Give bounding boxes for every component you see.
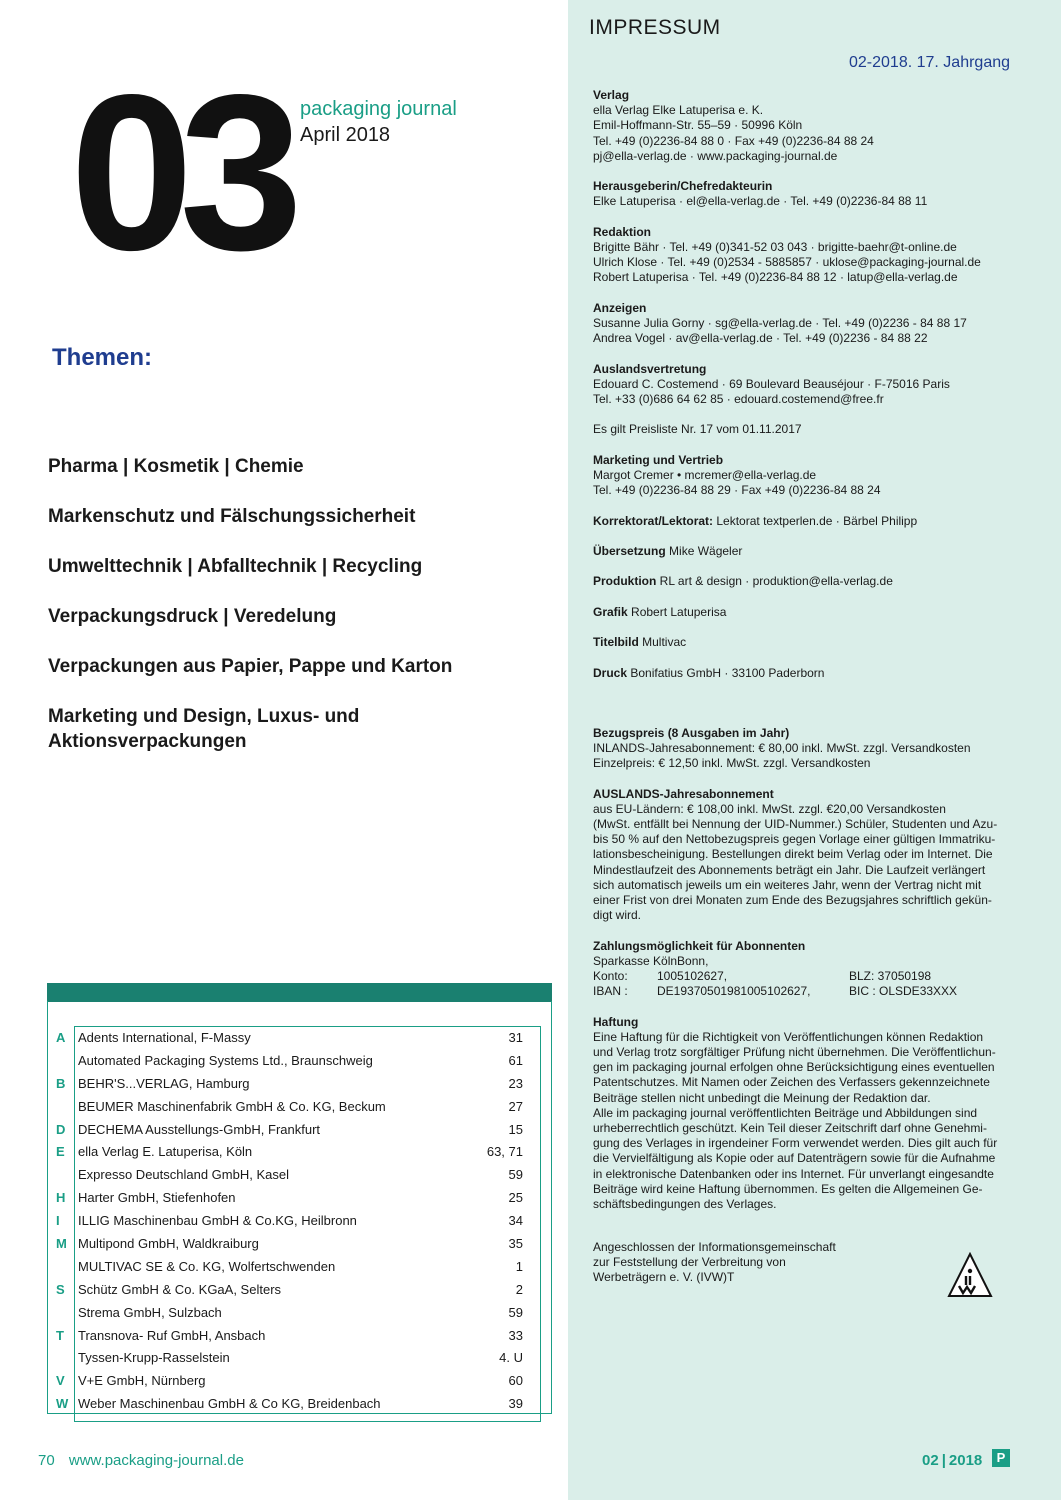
bezugspreis-line: Einzelpreis: € 12,50 inkl. MwSt. zzgl. Versandkosten [593,756,871,771]
redaktion-line: Brigitte Bähr · Tel. +49 (0)341-52 03 043 · brigitte-baehr@t-online.de [593,240,957,254]
impressum-title: IMPRESSUM [589,16,721,39]
marketing-line: Margot Cremer • mcremer@ella-verlag.de [593,467,817,482]
druck-value: Bonifatius GmbH · 33100 Paderborn [630,665,825,680]
footer-left [38,1452,244,1469]
index-company: Adents International, F-Massy [78,1030,251,1045]
topic-item: Markenschutz und Fälschungssicherheit [48,506,416,527]
index-company: V+E GmbH, Nürnberg [78,1373,206,1389]
page-number: 70 [38,1452,55,1469]
index-row [50,1393,530,1416]
zahlung-key: Konto: [593,968,628,983]
ivw-logo-icon [947,1252,993,1298]
titelbild-line [593,635,1033,650]
herausgeberin-heading: Herausgeberin/Chefredakteurin [593,179,773,194]
verlag-block [593,88,1033,164]
index-company: Harter GmbH, Stiefenhofen [78,1190,236,1206]
index-company: Tyssen-Krupp-Rasselstein [78,1350,230,1366]
topic-list [48,454,488,779]
produktion-line [593,574,1033,589]
index-page: 23 [508,1075,523,1091]
index-letter: D [56,1121,66,1137]
korrektorat-value: Lektorat textperlen.de · Bärbel Philipp [716,513,918,528]
haftung-block [593,1015,1033,1213]
produktion-value: RL art & design · produktion@ella-verlag.de [659,574,893,589]
website-link[interactable]: www.packaging-journal.de [68,1452,244,1469]
footer-issue: 02 [922,1452,939,1469]
index-row [50,1141,530,1164]
footer-separator: | [941,1452,946,1469]
anzeigen-heading: Anzeigen [593,300,647,315]
index-company: Transnova- Ruf GmbH, Ansbach [78,1327,266,1343]
korrektorat-label: Korrektorat/Lektorat: [593,513,714,528]
index-page: 2 [515,1281,523,1297]
redaktion-block [593,225,1033,286]
marketing-block [593,453,1033,499]
zahlung-value: DE19370501981005102627, [657,984,811,999]
zahlung-heading: Zahlungsmöglichkeit für Abonnenten [593,938,806,953]
index-page: 4. U [499,1350,523,1366]
index-row [50,1187,530,1210]
zahlung-extra: BLZ: 37050198 [849,968,932,983]
packaging-journal-logo-icon: P [992,1449,1010,1467]
footer-right [922,1452,982,1469]
grafik-value: Robert Latuperisa [631,604,727,619]
index-row [50,1096,530,1119]
index-row [50,1347,530,1370]
index-page: 59 [508,1167,523,1183]
zahlung-bank: Sparkasse KölnBonn, [593,953,709,968]
auslandsvertretung-heading: Auslandsvertretung [593,361,707,376]
index-row [50,1325,530,1348]
zahlung-extra: BIC : OLSDE33XXX [849,984,958,999]
preisliste-note: Es gilt Preisliste Nr. 17 vom 01.11.2017 [593,422,802,437]
index-company: BEHR'S...VERLAG, Hamburg [78,1075,250,1091]
produktion-label: Produktion [593,574,657,589]
zahlung-key: IBAN : [593,984,628,999]
anzeigen-line: Susanne Julia Gorny · sg@ella-verlag.de · Tel. +49 (0)2236 - 84 88 17 [593,316,967,330]
index-row [50,1210,530,1233]
index-page: 59 [508,1304,523,1320]
index-page: 35 [508,1236,523,1252]
ivw-text: Angeschlossen der Informationsgemeinschaft zur Feststellung der Verbreitung von Werbeträgern e. V. (IVW)T [593,1240,836,1285]
index-page: 34 [508,1213,523,1229]
advertiser-index [50,1027,530,1416]
index-page: 27 [508,1098,523,1114]
anzeigen-line: Andrea Vogel · av@ella-verlag.de · Tel. +49 (0)2236 - 84 88 22 [593,331,928,346]
magazine-title: packaging journal [300,98,457,120]
index-company: ella Verlag E. Latuperisa, Köln [78,1144,253,1160]
verlag-line: pj@ella-verlag.de · www.packaging-journal.de [593,148,838,163]
index-row [50,1370,530,1393]
topic-item: Verpackungsdruck | Veredelung [48,606,337,627]
auslandsvertretung-block [593,362,1033,408]
korrektorat-line [593,514,1033,529]
redaktion-heading: Redaktion [593,224,652,239]
index-page: 31 [508,1030,523,1045]
index-company: Expresso Deutschland GmbH, Kasel [78,1167,289,1183]
impressum-issue: 02-2018. 17. Jahrgang [849,54,1011,71]
uebersetzung-value: Mike Wägeler [669,543,743,558]
haftung-heading: Haftung [593,1014,639,1029]
index-letter: V [56,1373,65,1389]
footer-year: 2018 [948,1452,983,1469]
auslandsvertretung-line: Tel. +33 (0)686 64 62 85 · edouard.costemend@free.fr [593,392,884,406]
verlag-line: Emil-Hoffmann-Str. 55–59 · 50996 Köln [593,118,803,133]
index-page: 15 [508,1121,523,1137]
index-row [50,1279,530,1302]
redaktion-line: Ulrich Klose · Tel. +49 (0)2534 - 5885857 · uklose@packaging-journal.de [593,255,981,270]
druck-label: Druck [593,665,628,680]
index-page: 25 [508,1190,523,1206]
index-company: Schütz GmbH & Co. KGaA, Selters [78,1281,282,1297]
index-company: BEUMER Maschinenfabrik GmbH & Co. KG, Beckum [78,1098,386,1114]
index-company: MULTIVAC SE & Co. KG, Wolfertschwenden [78,1258,336,1274]
index-page: 39 [508,1396,523,1412]
zahlung-row [593,984,1033,999]
titelbild-value: Multivac [642,635,687,650]
zahlung-row [593,969,1033,984]
verlag-line: Tel. +49 (0)2236-84 88 0 · Fax +49 (0)2236-84 88 24 [593,133,874,148]
zahlung-block [593,939,1033,1000]
bezugspreis-heading: Bezugspreis (8 Ausgaben im Jahr) [593,725,790,740]
index-page: 61 [508,1052,523,1068]
verlag-heading: Verlag [593,88,630,102]
redaktion-line: Robert Latuperisa · Tel. +49 (0)2236-84 88 12 · latup@ella-verlag.de [593,270,958,285]
index-letter: S [56,1281,65,1297]
auslandsabo-heading: AUSLANDS-Jahresabonnement [593,786,774,801]
grafik-label: Grafik [593,604,628,619]
auslandsvertretung-line: Edouard C. Costemend · 69 Boulevard Beauséjour · F-75016 Paris [593,376,950,391]
haftung-text: Eine Haftung für die Richtigkeit von Veröffentlichungen können Redaktion und Verlag trotz sorgfältiger Prüfung nicht übernehmen. Die Veröffentlichun- gen im packaging journal erfolgen ohne Berücksichtigung eines eventuellen Patentschutzes. Mit Namen oder Zeichen des Verfassers gekennzeichnete Beiträge stellen nicht unbedingt die Meinung der Redaktion dar. Alle im packaging journal veröffentlichten Beiträge und Abbildungen sind urheberrechtlich geschützt. Kein Teil dieser Zeitschrift darf ohne Genehmi- gung des Verlages in irgendeiner Form verwendet werden. Dies gilt auch für die Vervielfältigung als Kopie oder auf Datenträgern sowie für die Aufnahme in elektronische Datenbanken oder ins Internet. Für unverlangt eingesandte Beiträge wird keine Haftung übernommen. Es gelten die Allgemeinen Ge- schäftsbedingungen des Verlages. [593,1029,998,1211]
index-letter: B [56,1075,66,1091]
index-page: 33 [508,1327,523,1343]
herausgeberin-line: Elke Latuperisa · el@ella-verlag.de · Tel. +49 (0)2236-84 88 11 [593,194,928,209]
titelbild-label: Titelbild [593,635,639,650]
index-page: 1 [515,1258,523,1274]
index-company: DECHEMA Ausstellungs-GmbH, Frankfurt [78,1121,321,1137]
index-letter: I [56,1213,60,1229]
index-letter: W [56,1396,69,1412]
index-row [50,1256,530,1279]
marketing-line: Tel. +49 (0)2236-84 88 29 · Fax +49 (0)2236-84 88 24 [593,483,881,498]
index-row [50,1050,530,1073]
index-page: 63, 71 [486,1144,523,1160]
uebersetzung-line [593,544,1033,559]
index-letter: H [56,1190,66,1206]
index-row [50,1302,530,1325]
index-row [50,1233,530,1256]
druck-line [593,666,1033,681]
topic-item: Umwelttechnik | Abfalltechnik | Recycling [48,556,423,577]
index-company: Weber Maschinenbau GmbH & Co KG, Breidenbach [78,1396,381,1412]
topic-item: Pharma | Kosmetik | Chemie [48,456,304,477]
index-header-bar [47,983,552,1002]
index-row [50,1027,530,1050]
herausgeberin-block [593,179,1033,209]
index-letter: M [56,1236,67,1252]
issue-date: April 2018 [300,124,391,146]
impressum-body [593,88,1033,1227]
index-company: Strema GmbH, Sulzbach [78,1304,222,1320]
marketing-heading: Marketing und Vertrieb [593,452,724,467]
index-row [50,1164,530,1187]
bezugspreis-block [593,726,1033,772]
auslandsabo-text: aus EU-Ländern: € 108,00 inkl. MwSt. zzgl. €20,00 Versandkosten (MwSt. entfällt bei Nennung der UID-Nummer.) Schüler, Studenten und Azu- bis 50 % auf den Nettobezugspreis gegen Vorlage einer gültigen Immatriku- lationsbescheinigung. Bestellungen direkt beim Verlag oder im Internet. Die Mindestlaufzeit des Abonnements beträgt ein Jahr. Die Laufzeit verlängert sich automatisch jeweils um ein weiteres Jahr, wenn der Vertrag nicht mit einer Frist von drei Monaten zum Ende des Bezugsjahres schriftlich gekün- digt wird. [593,801,998,923]
bezugspreis-line: INLANDS-Jahresabonnement: € 80,00 inkl. MwSt. zzgl. Versandkosten [593,740,971,755]
index-letter: E [56,1144,65,1160]
zahlung-value: 1005102627, [657,968,728,983]
index-company: Multipond GmbH, Waldkraiburg [78,1236,259,1252]
verlag-line: ella Verlag Elke Latuperisa e. K. [593,103,764,118]
auslandsabo-block [593,787,1033,924]
anzeigen-block [593,301,1033,347]
topic-item: Verpackungen aus Papier, Pappe und Karton [48,656,453,677]
index-letter: A [56,1030,66,1045]
issue-number: 03 [70,49,289,297]
index-row [50,1119,530,1142]
index-company: ILLIG Maschinenbau GmbH & Co.KG, Heilbronn [78,1213,357,1229]
index-company: Automated Packaging Systems Ltd., Braunschweig [78,1052,373,1068]
themen-heading: Themen: [52,344,153,371]
uebersetzung-label: Übersetzung [593,543,666,558]
grafik-line [593,605,1033,620]
index-letter: T [56,1327,64,1343]
index-page: 60 [508,1373,523,1389]
topic-item: Marketing und Design, Luxus- und Aktionsverpackungen [48,706,360,752]
index-row [50,1073,530,1096]
